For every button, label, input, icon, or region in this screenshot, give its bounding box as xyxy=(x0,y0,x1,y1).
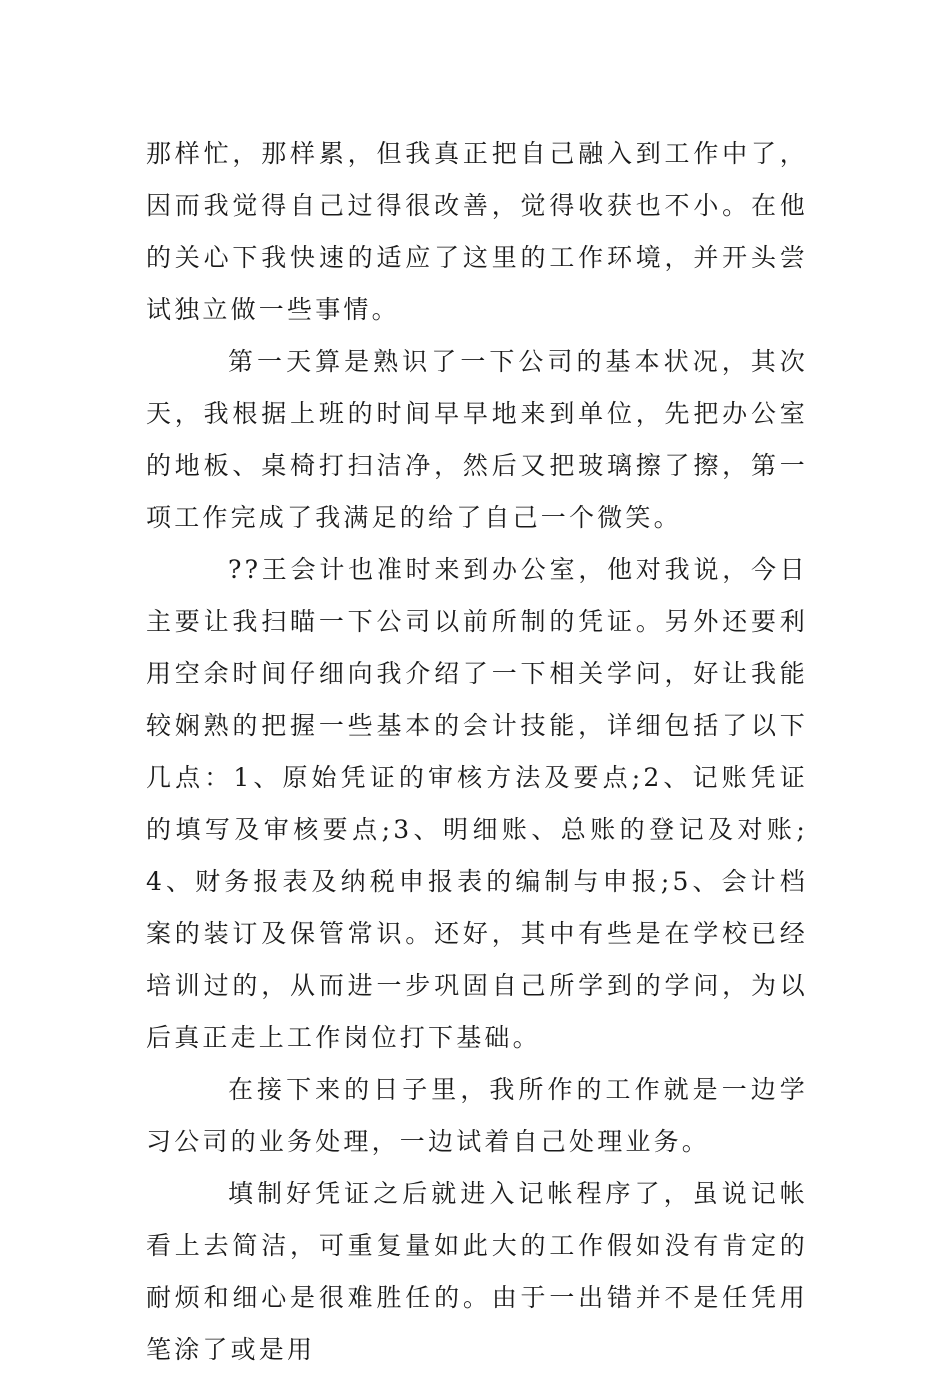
paragraph-5: 填制好凭证之后就进入记帐程序了，虽说记帐看上去简洁，可重复量如此大的工作假如没有肯定的耐烦和细心是很难胜任的。由于一出错并不是任凭用笔涂了或是用 xyxy=(146,1179,808,1364)
paragraph-1: 那样忙，那样累，但我真正把自己融入到工作中了，因而我觉得自己过得很改善，觉得收获也不小。在他的关心下我快速的适应了这里的工作环境，并开头尝试独立做一些事情。 xyxy=(146,139,808,324)
paragraph-4: 在接下来的日子里，我所作的工作就是一边学习公司的业务处理，一边试着自己处理业务。 xyxy=(146,1075,808,1156)
paragraph-2: 第一天算是熟识了一下公司的基本状况，其次天，我根据上班的时间早早地来到单位，先把办公室的地板、桌椅打扫洁净，然后又把玻璃擦了擦，第一项工作完成了我满足的给了自己一个微笑。 xyxy=(146,347,808,532)
document-body xyxy=(146,128,808,1376)
paragraph-3: ??王会计也准时来到办公室，他对我说，今日主要让我扫瞄一下公司以前所制的凭证。另外还要利用空余时间仔细向我介绍了一下相关学问，好让我能较娴熟的把握一些基本的会计技能，详细包括了以下几点：1、原始凭证的审核方法及要点;2、记账凭证的填写及审核要点;3、明细账、总账的登记及对账;4、财务报表及纳税申报表的编制与申报;5、会计档案的装订及保管常识。还好，其中有些是在学校已经培训过的，从而进一步巩固自己所学到的学问，为以后真正走上工作岗位打下基础。 xyxy=(146,555,808,1052)
